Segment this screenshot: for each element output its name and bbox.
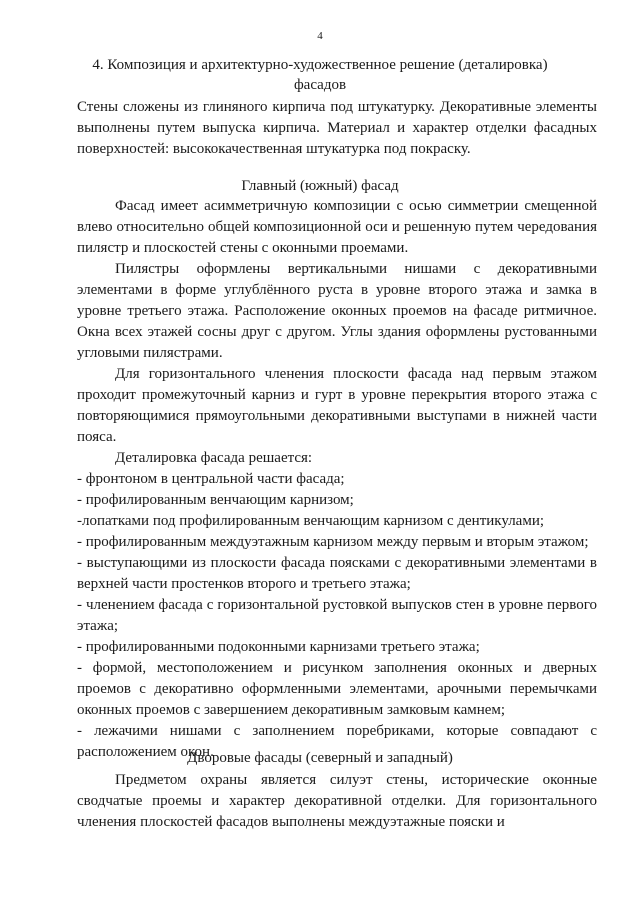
yard-facades-paragraph: Предметом охраны является силуэт стены, исторические оконные сводчатые проемы и характер декоративной отделки. Для горизонтального членения плоскостей фасадов выполнены междуэтажные пояски и	[77, 772, 597, 830]
list-item: - формой, местоположением и рисунком заполнения оконных и дверных проемов с декоративно оформленными элементами, арочными перемычками оконных проемов с завершением декоративным замковым камнем;	[77, 660, 597, 718]
main-facade-paragraph: Пилястры оформлены вертикальными нишами с декоративными элементами в форме углублённого руста в уровне второго этажа и замка в уровне третьего этажа. Расположение оконных проемов на фасаде ритмичное. Окна всех этажей сосны друг с другом. Углы здания оформлены рустованными угловыми пилястрами.	[77, 261, 597, 361]
main-facade-body	[77, 196, 597, 763]
main-facade-paragraph: Фасад имеет асимметричную композиции с осью симметрии смещенной влево относительно общей композиционной оси и решенную путем чередования пилястр и плоскостей стены с оконными проемами.	[77, 198, 597, 256]
main-facade-title: Главный (южный) фасад	[241, 178, 399, 194]
list-item: - членением фасада с горизонтальной рустовкой выпусков стен в уровне первого этажа;	[77, 597, 597, 634]
list-item: - лежачими нишами с заполнением поребриками, которые совпадают с расположением окон.	[77, 723, 597, 760]
list-item: - профилированным венчающим карнизом;	[77, 492, 354, 508]
intro-text: Стены сложены из глиняного кирпича под штукатурку. Декоративные элементы выполнены путем выпуска кирпича. Материал и характер отделки фасадных поверхностей: высококачественная штукатурка под покраску.	[77, 99, 597, 157]
list-item: - фронтоном в центральной части фасада;	[77, 471, 345, 487]
list-item: - профилированным междуэтажным карнизом между первым и вторым этажом;	[77, 534, 589, 550]
list-item: - выступающими из плоскости фасада поясками с декоративными элементами в верхней части простенков второго и третьего этажа;	[77, 555, 597, 592]
list-item: -лопатками под профилированным венчающим карнизом с дентикулами;	[77, 513, 545, 529]
yard-facades-title: Дворовые фасады (северный и западный)	[187, 750, 453, 766]
page-number: 4	[317, 30, 323, 42]
section-title-line1: 4. Композиция и архитектурно-художественное решение (деталировка)	[92, 57, 548, 73]
main-facade-paragraph: Для горизонтального членения плоскости фасада над первым этажом проходит промежуточный карниз и гурт в уровне перекрытия второго этажа с повторяющимися прямоугольными декоративными выступами в нижней части пояса.	[77, 366, 597, 445]
yard-facades-body	[77, 770, 597, 833]
main-facade-paragraph: Деталировка фасада решается:	[115, 450, 313, 466]
list-item: - профилированными подоконными карнизами третьего этажа;	[77, 639, 480, 655]
section-title-line2: фасадов	[293, 77, 347, 93]
intro-paragraph	[77, 97, 597, 160]
section-title	[0, 55, 640, 95]
